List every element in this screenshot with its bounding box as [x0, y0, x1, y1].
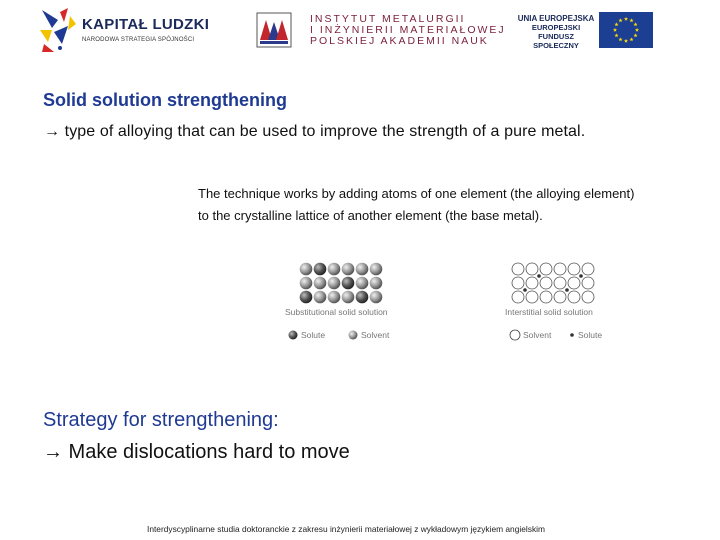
- solvent-atom: [540, 277, 552, 289]
- solvent-atom: [554, 291, 566, 303]
- interstitial-lattice: [512, 263, 594, 303]
- eu-line: UNIA EUROPEJSKA: [517, 14, 595, 23]
- solvent-legend-swatch: [510, 330, 520, 340]
- solvent-atom: [328, 291, 341, 304]
- solvent-atom: [300, 263, 313, 276]
- solvent-atom: [568, 277, 580, 289]
- solvent-atom: [314, 291, 327, 304]
- solvent-legend-swatch: [349, 331, 358, 340]
- solvent-atom: [342, 263, 355, 276]
- eu-logo: [515, 10, 655, 50]
- solvent-atom: [540, 263, 552, 275]
- substitutional-lattice: [300, 263, 383, 304]
- eu-text: [517, 14, 595, 50]
- solvent-atom: [554, 277, 566, 289]
- solvent-atom: [328, 263, 341, 276]
- solvent-atom: [512, 291, 524, 303]
- kapital-ludzki-emblem-icon: [38, 8, 78, 54]
- kapital-ludzki-title: KAPITAŁ LUDZKI: [82, 16, 210, 33]
- strategy-point: → Make dislocations hard to move: [43, 441, 350, 463]
- institute-emblem-icon: [256, 12, 292, 48]
- definition-bullet: → type of alloying that can be used to improve the strength of a pure metal.: [44, 123, 586, 140]
- eu-flag-icon: [599, 12, 653, 48]
- eu-line: FUNDUSZ SPOŁECZNY: [533, 32, 579, 50]
- solvent-atom: [526, 291, 538, 303]
- solute-atom: [342, 277, 355, 290]
- institute-line: POLSKIEJ AKADEMII NAUK: [310, 35, 489, 47]
- solvent-atom: [314, 277, 327, 290]
- solvent-atom: [540, 291, 552, 303]
- strategy-block: [43, 404, 350, 468]
- solvent-atom: [300, 277, 313, 290]
- slide-title: Solid solution strengthening: [43, 90, 287, 110]
- eu-line: EUROPEJSKI: [531, 23, 581, 32]
- solute-atom: [579, 274, 583, 278]
- solvent-atom: [328, 277, 341, 290]
- solute-atom: [565, 288, 569, 292]
- description-line: The technique works by adding atoms of one element (the alloying element): [198, 186, 635, 201]
- institute-name: [310, 14, 506, 47]
- solvent-atom: [512, 277, 524, 289]
- institute-logo: [256, 12, 506, 50]
- solvent-atom: [568, 291, 580, 303]
- solvent-atom: [582, 291, 594, 303]
- solute-atom: [314, 263, 327, 276]
- solid-solution-figure: [280, 255, 630, 350]
- solvent-atom: [526, 277, 538, 289]
- interstitial-legend-solute: Solute: [578, 330, 603, 340]
- solvent-atom: [582, 263, 594, 275]
- substitutional-legend-solvent: Solvent: [361, 330, 390, 340]
- solute-atom: [537, 274, 541, 278]
- solvent-atom: [526, 263, 538, 275]
- footer-text: Interdyscyplinarne studia doktoranckie z zakresu inżynierii materiałowej z wykładowym językiem angielskim: [147, 524, 545, 534]
- strategy-heading: Strategy for strengthening:: [43, 409, 279, 431]
- kapital-ludzki-logo: [38, 8, 210, 54]
- solute-atom: [300, 291, 313, 304]
- solvent-atom: [554, 263, 566, 275]
- solute-atom: [356, 291, 369, 304]
- institute-line: INSTYTUT METALURGII: [310, 13, 466, 25]
- institute-line: I INŻYNIERII MATERIAŁOWEJ: [310, 24, 506, 36]
- solvent-atom: [342, 291, 355, 304]
- interstitial-caption: Interstitial solid solution: [505, 307, 593, 317]
- solvent-atom: [512, 263, 524, 275]
- solute-atom: [523, 288, 527, 292]
- solvent-atom: [568, 263, 580, 275]
- solute-legend-swatch: [570, 333, 574, 337]
- solvent-atom: [370, 277, 383, 290]
- solvent-atom: [582, 277, 594, 289]
- substitutional-legend-solute: Solute: [301, 330, 326, 340]
- solvent-atom: [356, 263, 369, 276]
- solvent-atom: [370, 291, 383, 304]
- interstitial-legend-solvent: Solvent: [523, 330, 552, 340]
- description-line: to the crystalline lattice of another element (the base metal).: [198, 208, 543, 223]
- technique-description: [198, 183, 634, 227]
- solvent-atom: [356, 277, 369, 290]
- substitutional-caption: Substitutional solid solution: [285, 307, 388, 317]
- kapital-ludzki-subtitle: NARODOWA STRATEGIA SPÓJNOŚCI: [82, 37, 195, 43]
- solute-legend-swatch: [289, 331, 298, 340]
- solvent-atom: [370, 263, 383, 276]
